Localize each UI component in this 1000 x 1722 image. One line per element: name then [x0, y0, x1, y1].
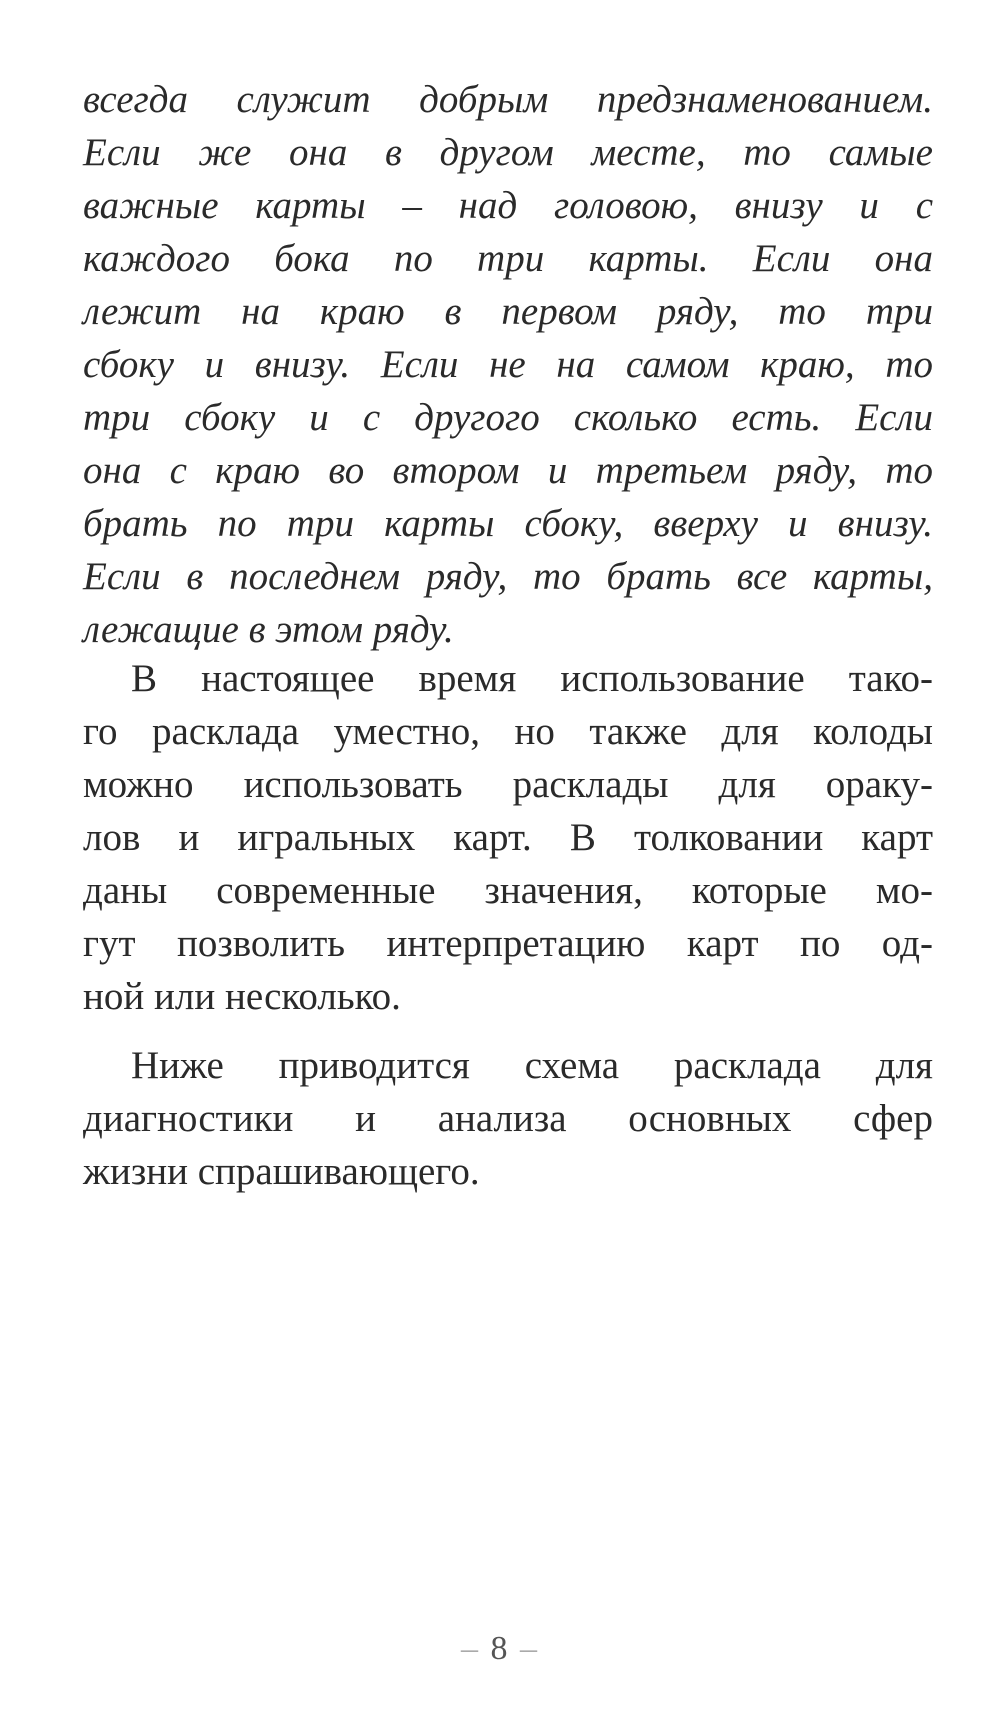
page-number-dash: – [520, 1630, 539, 1667]
page-number [0, 1630, 1000, 1668]
text-line: брать по три карты сбоку, вверху и внизу. [83, 502, 933, 545]
text-line: даны современные значения, которые мо- [83, 869, 933, 912]
paragraph-2 [83, 1039, 933, 1198]
text-line: Если в последнем ряду, то брать все карты, [83, 555, 933, 598]
text-line: Ниже приводится схема расклада для [131, 1044, 933, 1087]
text-line: диагностики и анализа основных сфер [83, 1097, 933, 1140]
body-text [83, 652, 933, 1198]
text-line: сбоку и внизу. Если не на самом краю, то [83, 343, 933, 386]
text-line: можно использовать расклады для ораку- [83, 763, 933, 806]
text-line: три сбоку и с другого сколько есть. Если [83, 396, 933, 439]
text-line: лежащие в этом ряду. [83, 608, 454, 651]
page-number-dash: – [461, 1630, 480, 1667]
text-line: жизни спрашивающего. [83, 1150, 480, 1193]
text-line: го расклада уместно, но также для колоды [83, 710, 933, 753]
text-line: всегда служит добрым предзнаменованием. [83, 78, 933, 121]
text-line: Если же она в другом месте, то самые [83, 131, 933, 174]
text-line: она с краю во втором и третьем ряду, то [83, 449, 933, 492]
text-line: В настоящее время использование тако- [131, 657, 933, 700]
paragraph-1 [83, 652, 933, 1023]
text-line: лов и игральных карт. В толковании карт [83, 816, 933, 859]
text-line: лежит на краю в первом ряду, то три [83, 290, 933, 333]
page-number-value: 8 [490, 1630, 510, 1667]
text-line: важные карты – над головою, внизу и с [83, 184, 933, 227]
paragraph-spacer [83, 1023, 933, 1039]
italic-paragraph [83, 73, 933, 656]
text-line: каждого бока по три карты. Если она [83, 237, 933, 280]
text-line: ной или несколько. [83, 975, 401, 1018]
text-line: гут позволить интерпретацию карт по од- [83, 922, 933, 965]
